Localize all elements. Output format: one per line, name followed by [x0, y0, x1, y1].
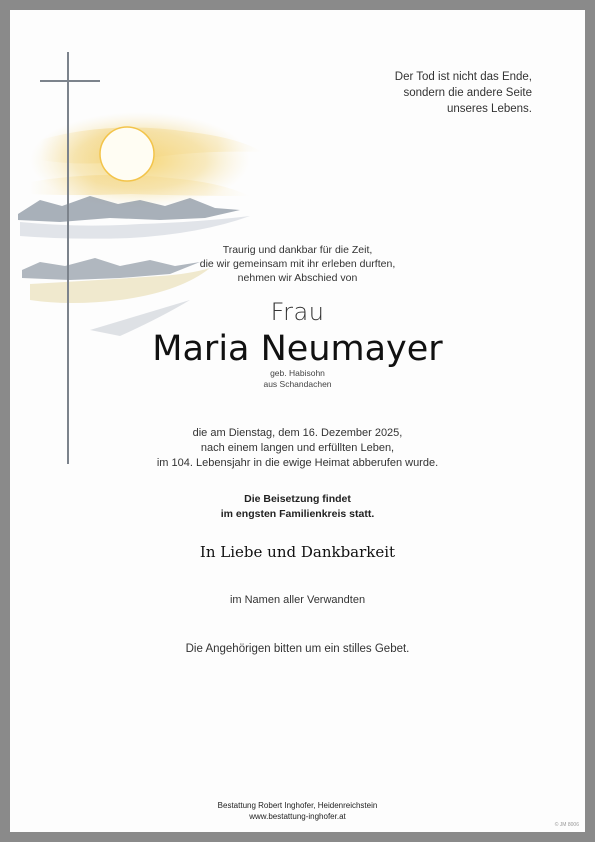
footer — [0, 801, 595, 822]
intro-text — [0, 243, 595, 285]
burial-notice — [0, 492, 595, 522]
deceased-name: Maria Neumayer — [152, 329, 443, 369]
death-line: nach einem langen und erfüllten Leben, — [200, 442, 395, 454]
death-line: im 104. Lebensjahr in die ewige Heimat abberufen wurde. — [156, 457, 439, 469]
love-heading: In Liebe und Dankbarkeit — [199, 543, 396, 561]
sun-icon — [100, 127, 154, 181]
intro-line: Traurig und dankbar für die Zeit, — [222, 244, 373, 256]
burial-line: Die Beisetzung findet — [244, 493, 351, 505]
print-mark: © JM 8006 — [554, 822, 579, 828]
birth-details — [0, 368, 595, 390]
quote — [395, 69, 532, 117]
birth-name: geb. Habisohn — [270, 368, 325, 378]
intro-line: nehmen wir Abschied von — [237, 272, 358, 284]
prayer-text: Die Angehörigen bitten um ein stilles Gebet. — [185, 643, 410, 655]
funeral-website: www.bestattung-inghofer.at — [249, 811, 346, 821]
intro-line: die wir gemeinsam mit ihr erleben durften, — [199, 258, 396, 270]
salutation: Frau — [270, 298, 325, 326]
quote-line: sondern die andere Seite — [403, 87, 532, 99]
funeral-company: Bestattung Robert Inghofer, Heidenreichstein — [217, 801, 378, 810]
burial-line: im engsten Familienkreis statt. — [220, 508, 375, 520]
quote-line: unseres Lebens. — [446, 103, 532, 115]
origin: aus Schandachen — [263, 379, 332, 389]
death-notice — [0, 426, 595, 471]
relatives-text: im Namen aller Verwandten — [229, 594, 366, 606]
quote-line: Der Tod ist nicht das Ende, — [394, 71, 532, 83]
death-line: die am Dienstag, dem 16. Dezember 2025, — [192, 427, 403, 439]
